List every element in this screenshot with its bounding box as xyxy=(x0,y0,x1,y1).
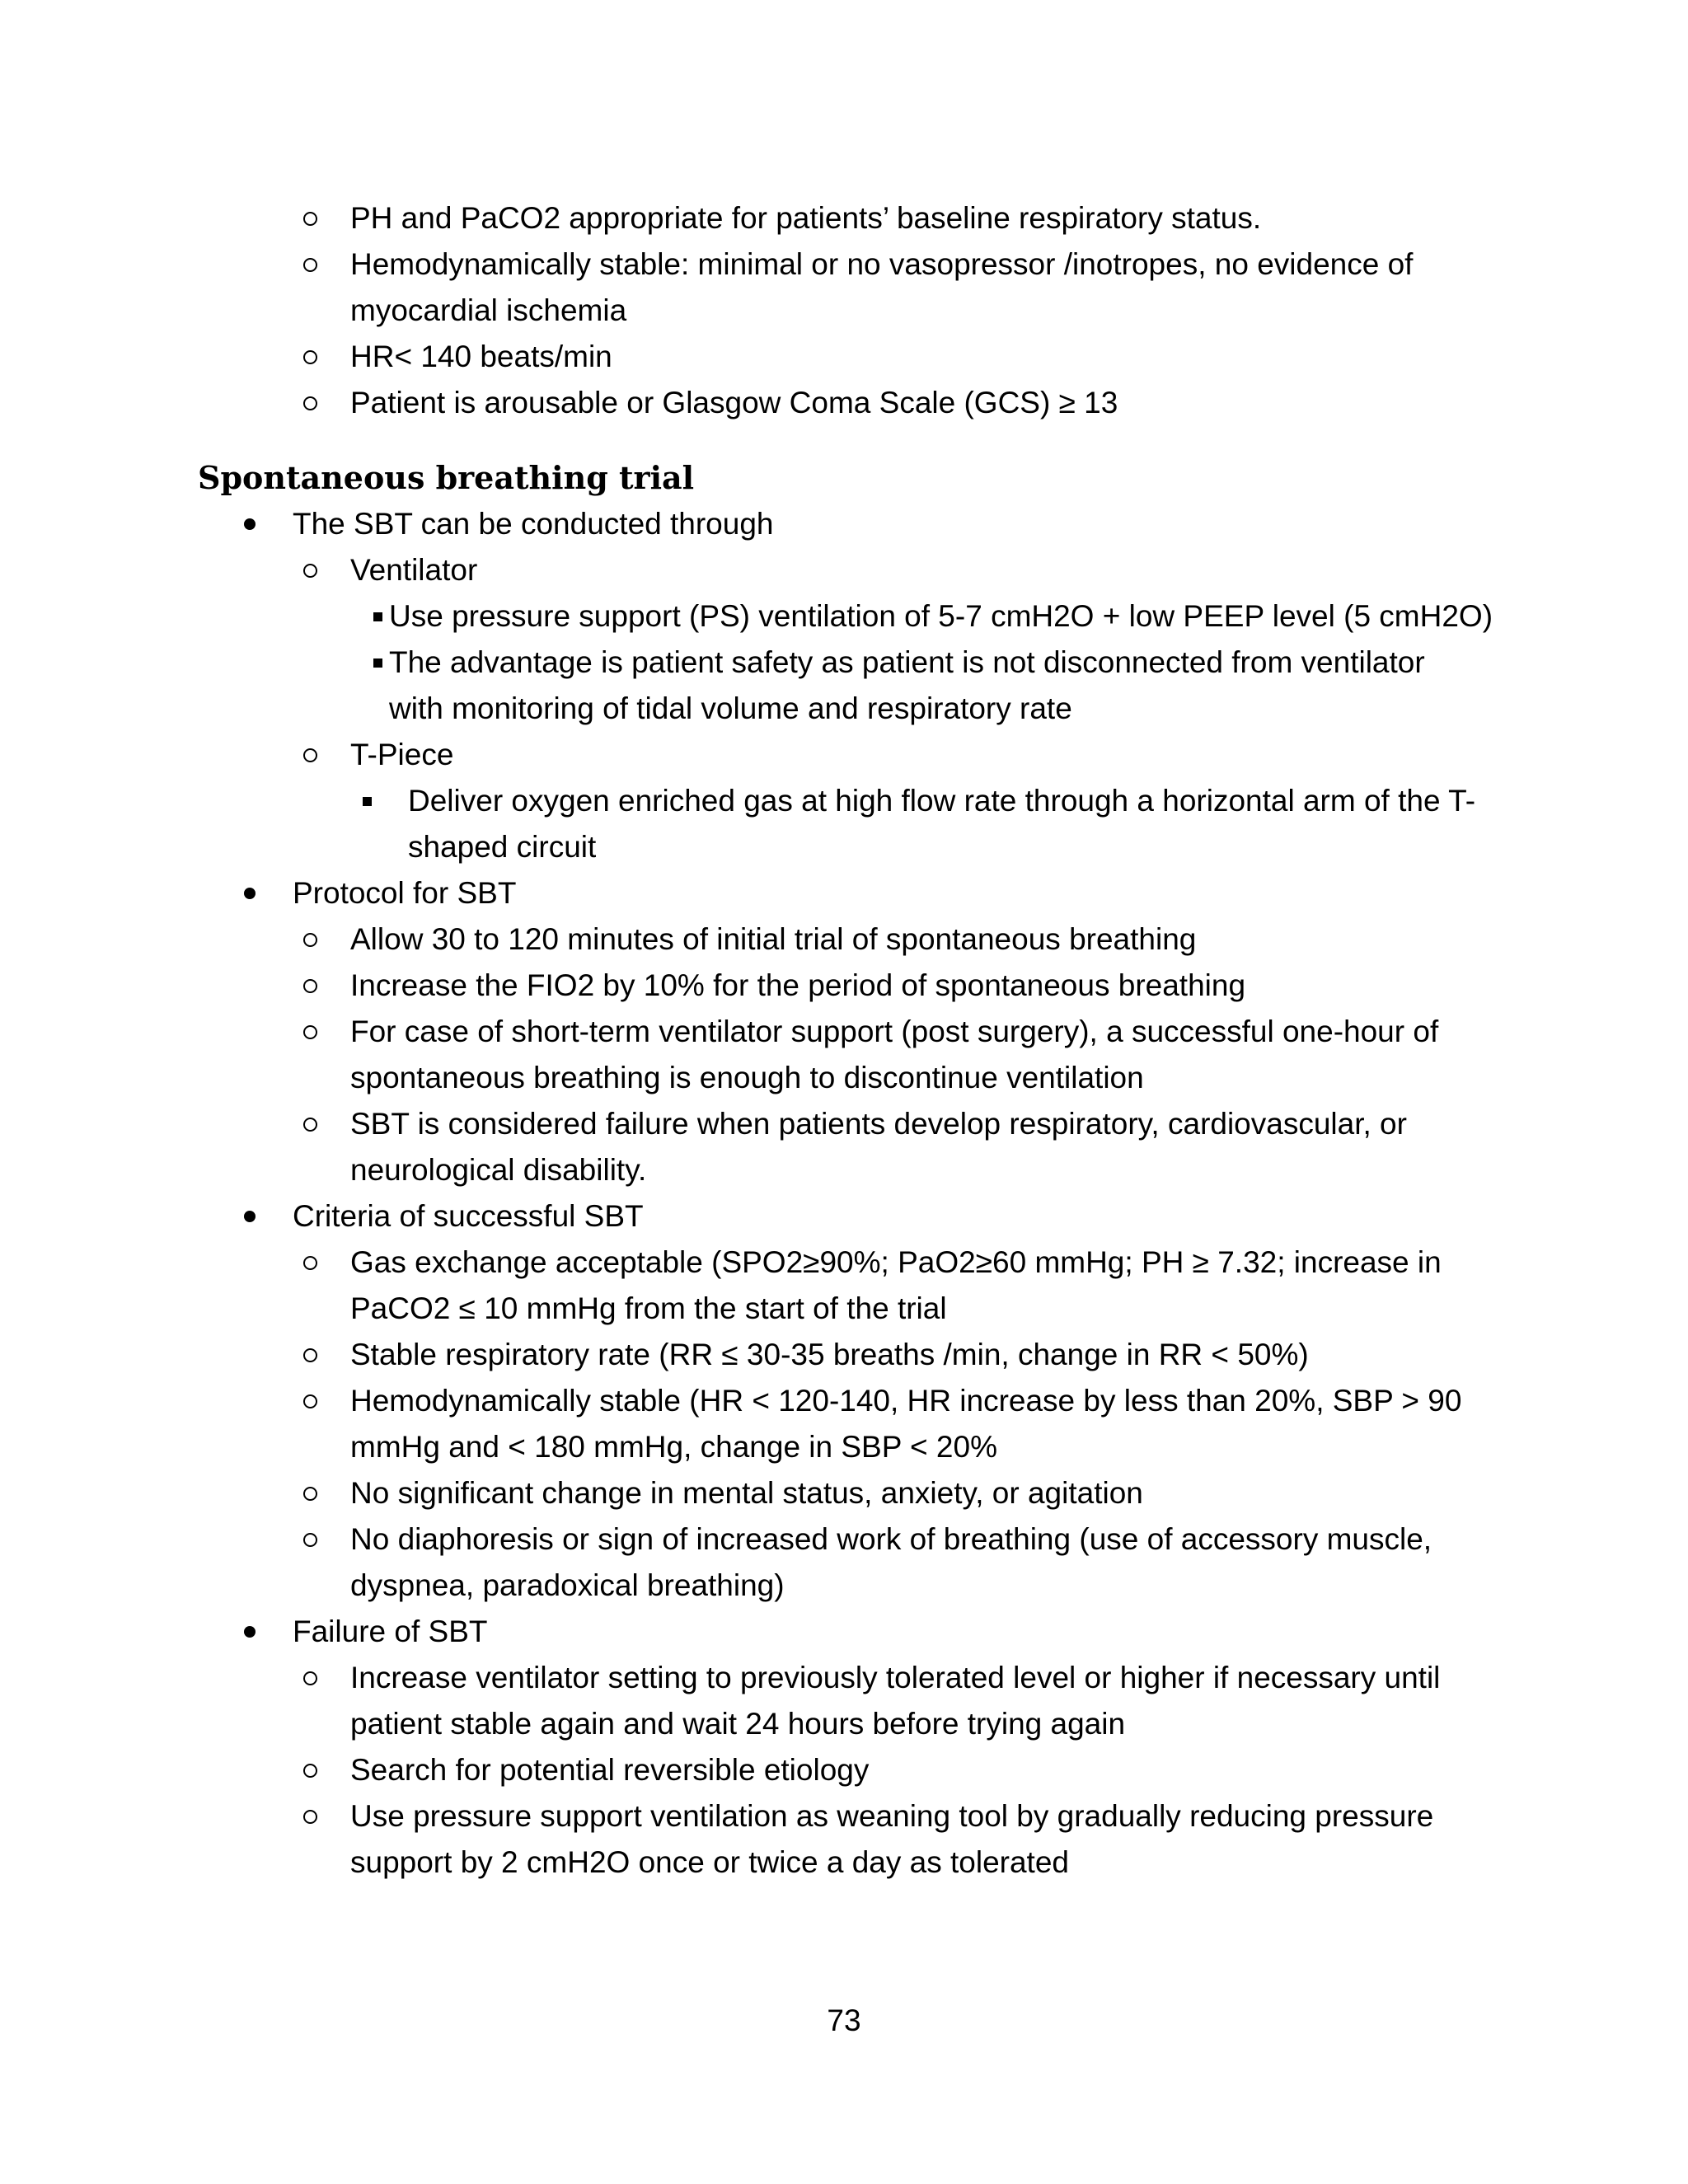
circle-bullet-icon xyxy=(303,1101,317,1147)
text-line: T-Piece xyxy=(350,738,454,771)
disc-bullet-icon xyxy=(244,501,256,547)
circle-bullet-icon xyxy=(303,334,317,380)
circle-bullet-icon xyxy=(303,1470,317,1516)
text-line: SBT is considered failure when patients develop respiratory, cardiovascular, or xyxy=(350,1107,1407,1141)
disc-bullet-icon xyxy=(244,1609,256,1655)
text-line: myocardial ischemia xyxy=(350,293,627,327)
section-heading: Spontaneous breathing trial xyxy=(198,459,695,496)
text-line: Gas exchange acceptable (SPO2≥90%; PaO2≥60 mmHg; PH ≥ 7.32; increase in xyxy=(350,1245,1442,1279)
circle-bullet-icon xyxy=(303,916,317,963)
text-line: spontaneous breathing is enough to discontinue ventilation xyxy=(350,1061,1144,1094)
text-line: For case of short-term ventilator support (post surgery), a successful one-hour of xyxy=(350,1015,1439,1048)
square-bullet-icon xyxy=(373,640,382,686)
text-line: support by 2 cmH2O once or twice a day as tolerated xyxy=(350,1845,1069,1879)
disc-bullet-icon xyxy=(244,870,256,916)
text-line: HR< 140 beats/min xyxy=(350,340,612,373)
circle-bullet-icon xyxy=(303,241,317,288)
text-line: Criteria of successful SBT xyxy=(293,1199,644,1233)
text-line: patient stable again and wait 24 hours before trying again xyxy=(350,1707,1126,1741)
circle-bullet-icon xyxy=(303,547,317,593)
circle-bullet-icon xyxy=(303,1378,317,1424)
text-line: shaped circuit xyxy=(408,830,597,864)
circle-bullet-icon xyxy=(303,1009,317,1055)
text-line: neurological disability. xyxy=(350,1153,647,1187)
text-line: Hemodynamically stable: minimal or no vasopressor /inotropes, no evidence of xyxy=(350,247,1414,281)
circle-bullet-icon xyxy=(303,1240,317,1286)
square-bullet-icon xyxy=(373,593,382,640)
circle-bullet-icon xyxy=(303,1516,317,1563)
text-line: Increase the FIO2 by 10% for the period of spontaneous breathing xyxy=(350,968,1246,1002)
text-line: PaCO2 ≤ 10 mmHg from the start of the trial xyxy=(350,1291,947,1325)
text-line: Hemodynamically stable (HR < 120-140, HR increase by less than 20%, SBP > 90 xyxy=(350,1384,1462,1418)
text-line: mmHg and < 180 mmHg, change in SBP < 20% xyxy=(350,1430,997,1464)
circle-bullet-icon xyxy=(303,380,317,426)
disc-bullet-icon xyxy=(244,1193,256,1240)
text-line: Search for potential reversible etiology xyxy=(350,1753,870,1787)
circle-bullet-icon xyxy=(303,1332,317,1378)
text-line: Stable respiratory rate (RR ≤ 30-35 breaths /min, change in RR < 50%) xyxy=(350,1338,1309,1371)
text-line: Patient is arousable or Glasgow Coma Scale (GCS) ≥ 13 xyxy=(350,386,1118,419)
circle-bullet-icon xyxy=(303,195,317,241)
text-line: Allow 30 to 120 minutes of initial trial of spontaneous breathing xyxy=(350,922,1197,956)
square-bullet-icon xyxy=(363,778,372,824)
text-line: Increase ventilator setting to previously tolerated level or higher if necessary until xyxy=(350,1661,1441,1694)
text-line: Protocol for SBT xyxy=(293,876,517,910)
circle-bullet-icon xyxy=(303,1747,317,1793)
text-line: Use pressure support ventilation as weaning tool by gradually reducing pressure xyxy=(350,1799,1434,1833)
text-line: PH and PaCO2 appropriate for patients’ baseline respiratory status. xyxy=(350,201,1262,235)
circle-bullet-icon xyxy=(303,963,317,1009)
text-line: The advantage is patient safety as patient is not disconnected from ventilator xyxy=(389,645,1425,679)
circle-bullet-icon xyxy=(303,1655,317,1701)
text-line: Failure of SBT xyxy=(293,1615,488,1648)
text-line: No significant change in mental status, anxiety, or agitation xyxy=(350,1476,1143,1510)
text-line: Ventilator xyxy=(350,553,478,587)
text-line: The SBT can be conducted through xyxy=(293,507,774,541)
text-line: with monitoring of tidal volume and respiratory rate xyxy=(389,691,1072,725)
circle-bullet-icon xyxy=(303,1793,317,1840)
page-number: 73 xyxy=(827,2004,861,2037)
circle-bullet-icon xyxy=(303,732,317,778)
text-line: Deliver oxygen enriched gas at high flow rate through a horizontal arm of the T- xyxy=(408,784,1476,818)
text-line: Use pressure support (PS) ventilation of 5-7 cmH2O + low PEEP level (5 cmH2O) xyxy=(389,599,1493,633)
text-line: dyspnea, paradoxical breathing) xyxy=(350,1568,785,1602)
text-line: No diaphoresis or sign of increased work of breathing (use of accessory muscle, xyxy=(350,1522,1432,1556)
